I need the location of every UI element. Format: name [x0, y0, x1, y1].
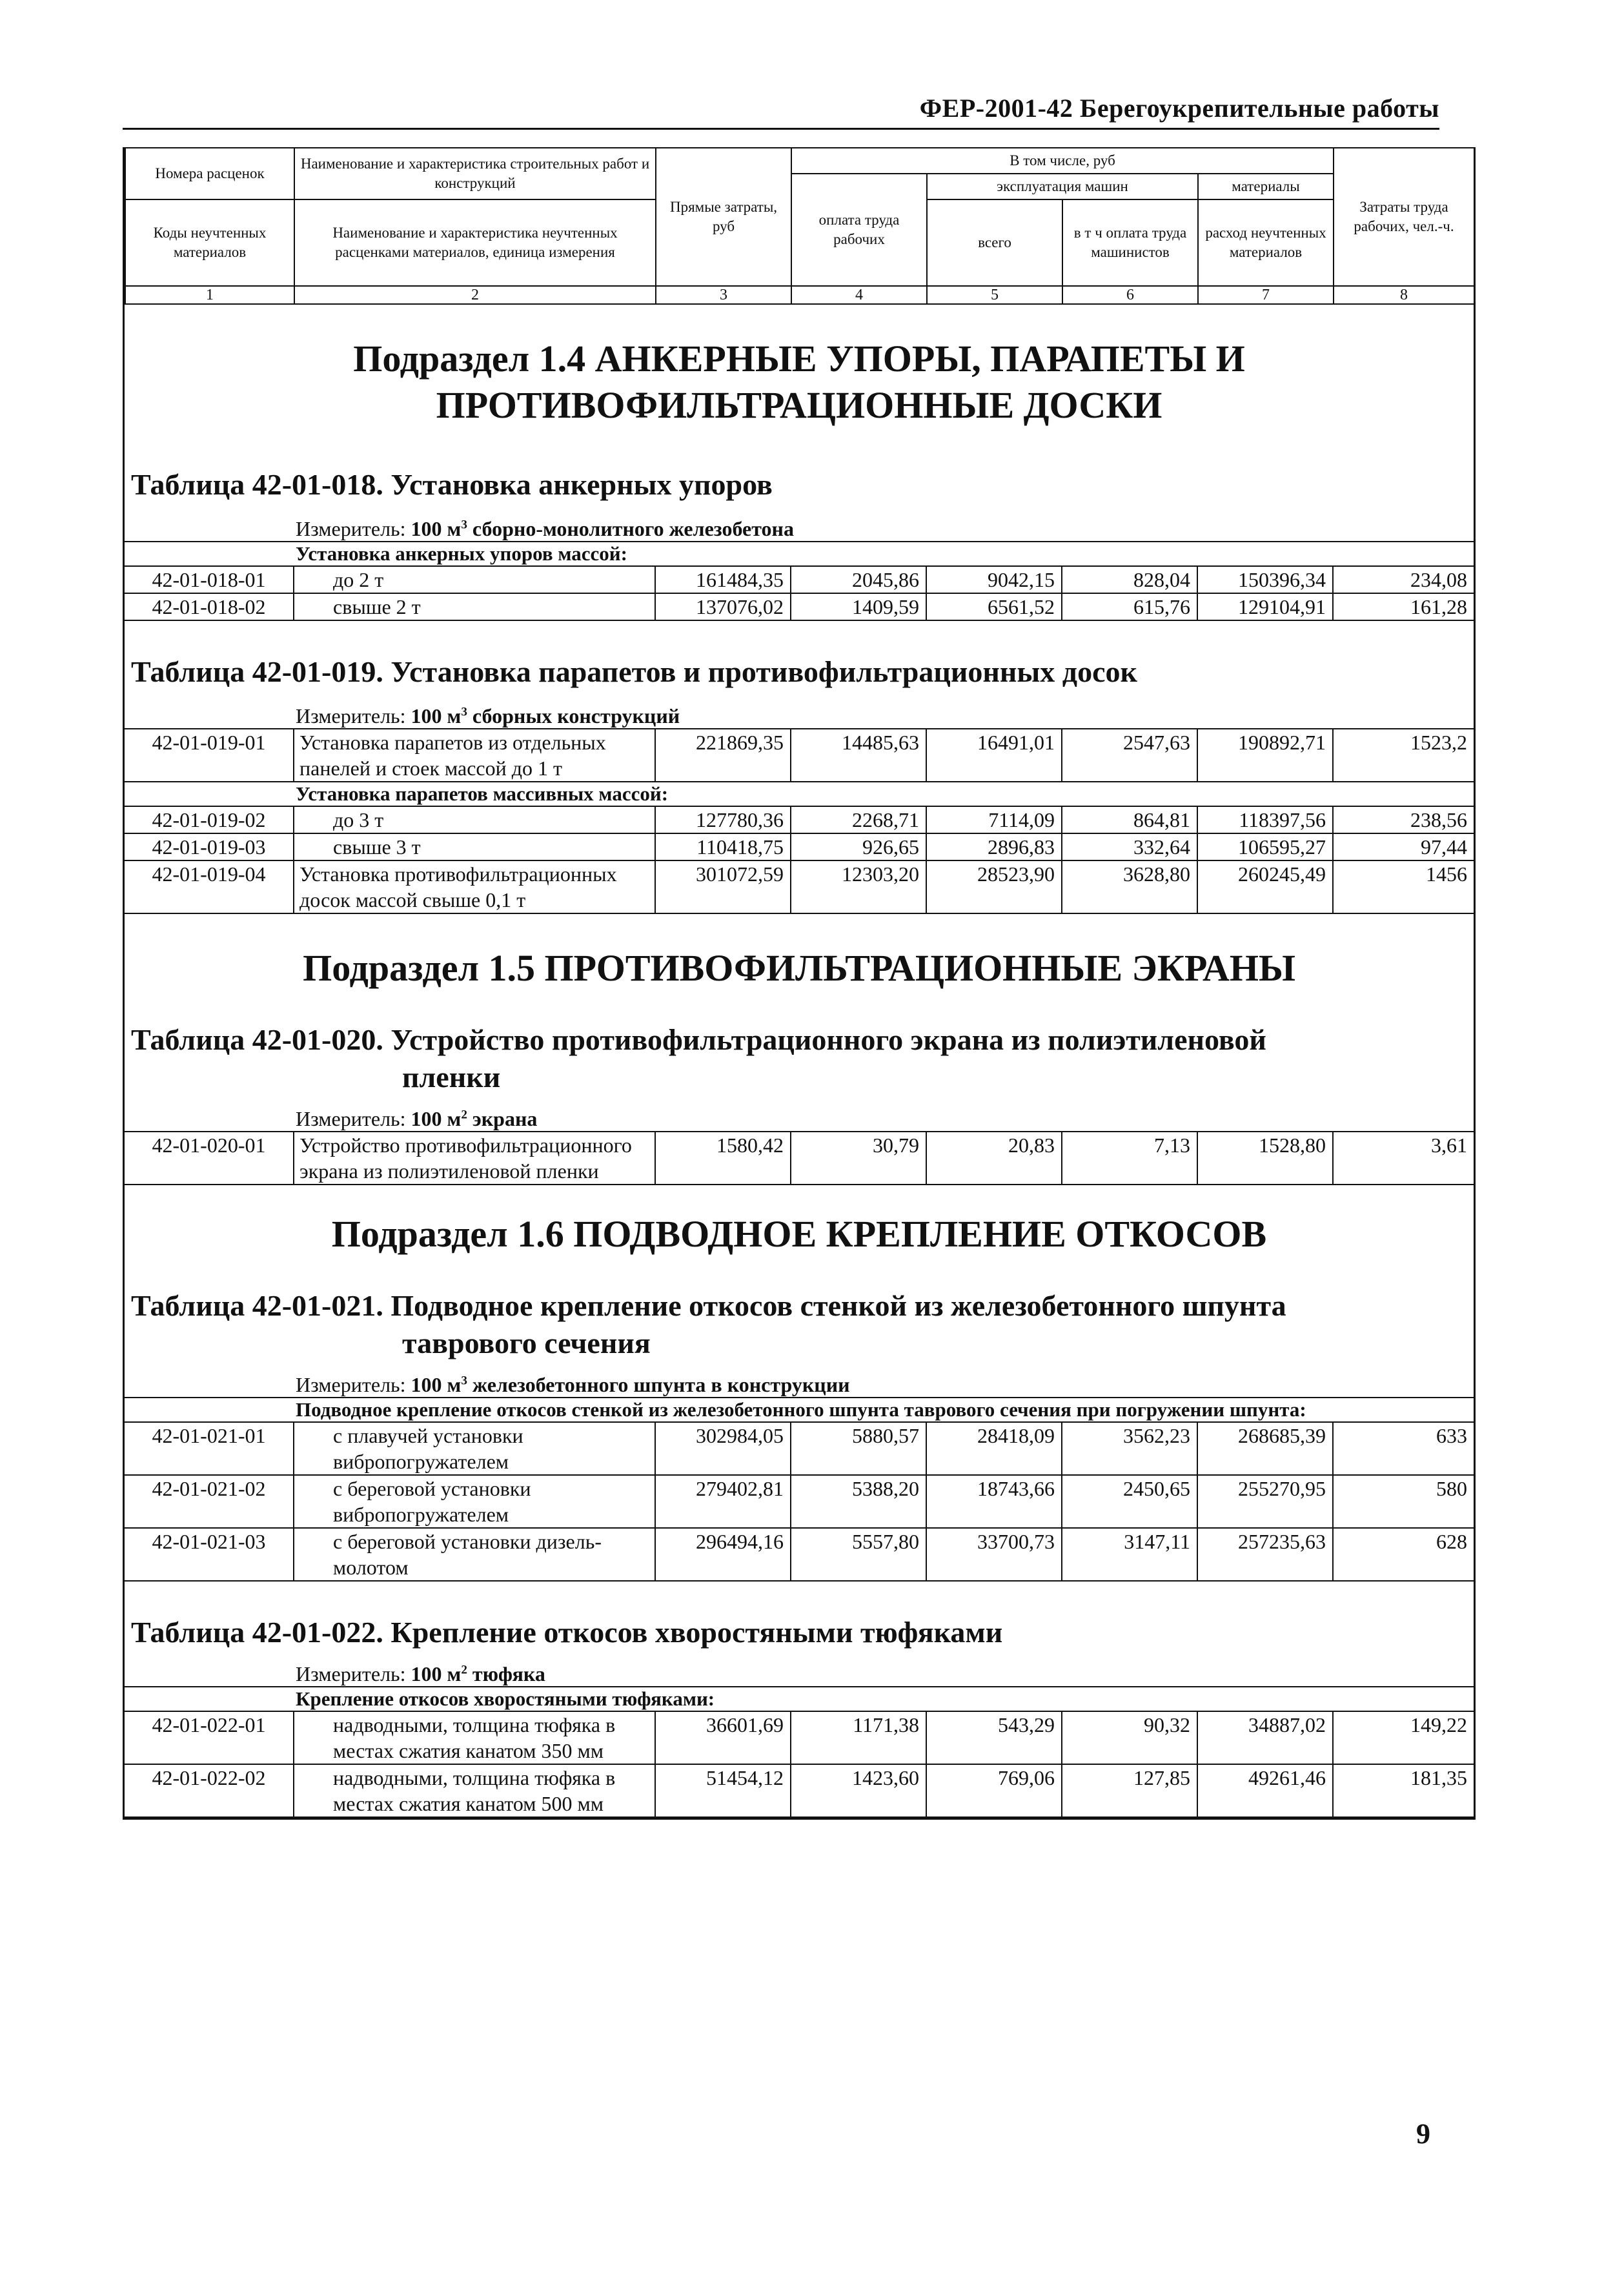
table-row: 42-01-022-02 надводными, толщина тюфяка в местах сжатия канатом 500 мм 51454,12 1423,60 769,06 127,85 49261,46 181,35	[125, 1764, 1474, 1817]
page-number: 9	[1416, 2118, 1430, 2150]
table-row: 42-01-018-02 свыше 2 т 137076,02 1409,59 6561,52 615,76 129104,91 161,28	[125, 593, 1474, 620]
table-unit: Измеритель: 100 $м^3$ сборно-монолитного железобетона	[125, 516, 1474, 542]
page-header-title: ФЕР-2001-42 Берегоукрепительные работы	[919, 94, 1439, 123]
column-number: 5	[927, 286, 1062, 304]
table-row: 42-01-021-01 с плавучей установки вибропогружателем 302984,05 5880,57 28418,09 3562,23 268685,39 633	[125, 1423, 1474, 1475]
rates-table	[125, 1712, 1474, 1818]
table-row: 42-01-021-03 с береговой установки дизель-молотом 296494,16 5557,80 33700,73 3147,11 257235,63 628	[125, 1528, 1474, 1581]
column-number: 7	[1198, 286, 1334, 304]
rates-table	[125, 729, 1474, 782]
header-material-consumption: расход неучтенных материалов	[1198, 199, 1334, 286]
table-row: 42-01-020-01 Устройство противофильтрационного экрана из полиэтиленовой пленки 1580,42 30,79 20,83 7,13 1528,80 3,61	[125, 1132, 1474, 1185]
section-heading: Подраздел 1.4 АНКЕРНЫЕ УПОРЫ, ПАРАПЕТЫ И ПРОТИВОФИЛЬТРАЦИОННЫЕ ДОСКИ	[353, 338, 1245, 426]
column-number: 2	[294, 286, 656, 304]
column-number: 3	[656, 286, 791, 304]
header-operator-pay: в т ч оплата труда машинистов	[1062, 199, 1198, 286]
column-number: 4	[791, 286, 927, 304]
header-material-names: Наименование и характеристика неучтенных расценками материалов, единица измерения	[294, 199, 656, 286]
section-heading: Подраздел 1.6 ПОДВОДНОЕ КРЕПЛЕНИЕ ОТКОСОВ	[331, 1213, 1267, 1255]
table-row: 42-01-019-02 до 3 т 127780,36 2268,71 7114,09 864,81 118397,56 238,56	[125, 807, 1474, 833]
column-header-table	[125, 147, 1475, 305]
header-work-name: Наименование и характеристика строительных работ и конструкций	[294, 148, 656, 199]
table-row: 42-01-018-01 до 2 т 161484,35 2045,86 9042,15 828,04 150396,34 234,08	[125, 567, 1474, 593]
table-row: 42-01-019-03 свыше 3 т 110418,75 926,65 2896,83 332,64 106595,27 97,44	[125, 833, 1474, 860]
rates-table	[125, 1132, 1474, 1185]
row-group-heading: Крепление откосов хворостяными тюфяками:	[125, 1687, 1474, 1712]
column-number: 8	[1334, 286, 1474, 304]
table-unit: Измеритель: 100 $м^2$ экрана	[125, 1106, 1474, 1132]
header-rate-numbers: Номера расценок	[125, 148, 294, 199]
table-unit: Измеритель: 100 $м^3$ сборных конструкций	[125, 704, 1474, 729]
table-row: 42-01-019-04 Установка противофильтрационных досок массой свыше 0,1 т 301072,59 12303,20 28523,90 3628,80 260245,49 1456	[125, 860, 1474, 913]
page-header	[123, 90, 1439, 130]
table-title: Таблица 42-01-019. Установка парапетов и противофильтрационных досок	[131, 655, 1137, 688]
table-title: Таблица 42-01-018. Установка анкерных упоров	[131, 468, 773, 501]
table-unit: Измеритель: 100 $м^3$ железобетонного шпунта в конструкции	[125, 1372, 1474, 1398]
row-group-heading: Установка парапетов массивных массой:	[125, 782, 1474, 807]
header-labor-costs: Затраты труда рабочих, чел.-ч.	[1334, 148, 1474, 286]
table-unit: Измеритель: 100 $м^2$ тюфяка	[125, 1662, 1474, 1687]
table-row: 42-01-021-02 с береговой установки вибропогружателем 279402,81 5388,20 18743,66 2450,65 255270,95 580	[125, 1475, 1474, 1528]
header-materials: материалы	[1198, 174, 1334, 199]
header-including: В том числе, руб	[791, 148, 1334, 174]
row-group-heading: Подводное крепление откосов стенкой из железобетонного шпунта таврового сечения при погружении шпунта:	[125, 1398, 1474, 1423]
header-machines: эксплуатация машин	[927, 174, 1198, 199]
rates-table	[125, 567, 1474, 621]
header-material-codes: Коды неучтенных материалов	[125, 199, 294, 286]
column-number: 6	[1062, 286, 1198, 304]
header-worker-pay: оплата труда рабочих	[791, 174, 927, 286]
column-number-row	[125, 286, 1474, 304]
table-title: Таблица 42-01-022. Крепление откосов хворостяными тюфяками	[131, 1616, 1003, 1649]
document-body	[123, 147, 1476, 1820]
section-heading: Подраздел 1.5 ПРОТИВОФИЛЬТРАЦИОННЫЕ ЭКРАНЫ	[303, 947, 1295, 989]
header-machines-total: всего	[927, 199, 1062, 286]
column-number: 1	[125, 286, 294, 304]
table-title: Таблица 42-01-020. Устройство противофильтрационного экрана из полиэтиленовой пленки	[131, 1023, 1266, 1094]
table-row: 42-01-019-01 Установка парапетов из отдельных панелей и стоек массой до 1 т 221869,35 14485,63 16491,01 2547,63 190892,71 1523,2	[125, 729, 1474, 782]
table-title: Таблица 42-01-021. Подводное крепление откосов стенкой из железобетонного шпунта таврового сечения	[131, 1289, 1286, 1359]
header-direct-costs: Прямые затраты, руб	[656, 148, 791, 286]
rates-table	[125, 1423, 1474, 1582]
row-group-heading: Установка анкерных упоров массой:	[125, 542, 1474, 567]
table-row: 42-01-022-01 надводными, толщина тюфяка в местах сжатия канатом 350 мм 36601,69 1171,38 543,29 90,32 34887,02 149,22	[125, 1712, 1474, 1764]
rates-table	[125, 807, 1474, 914]
